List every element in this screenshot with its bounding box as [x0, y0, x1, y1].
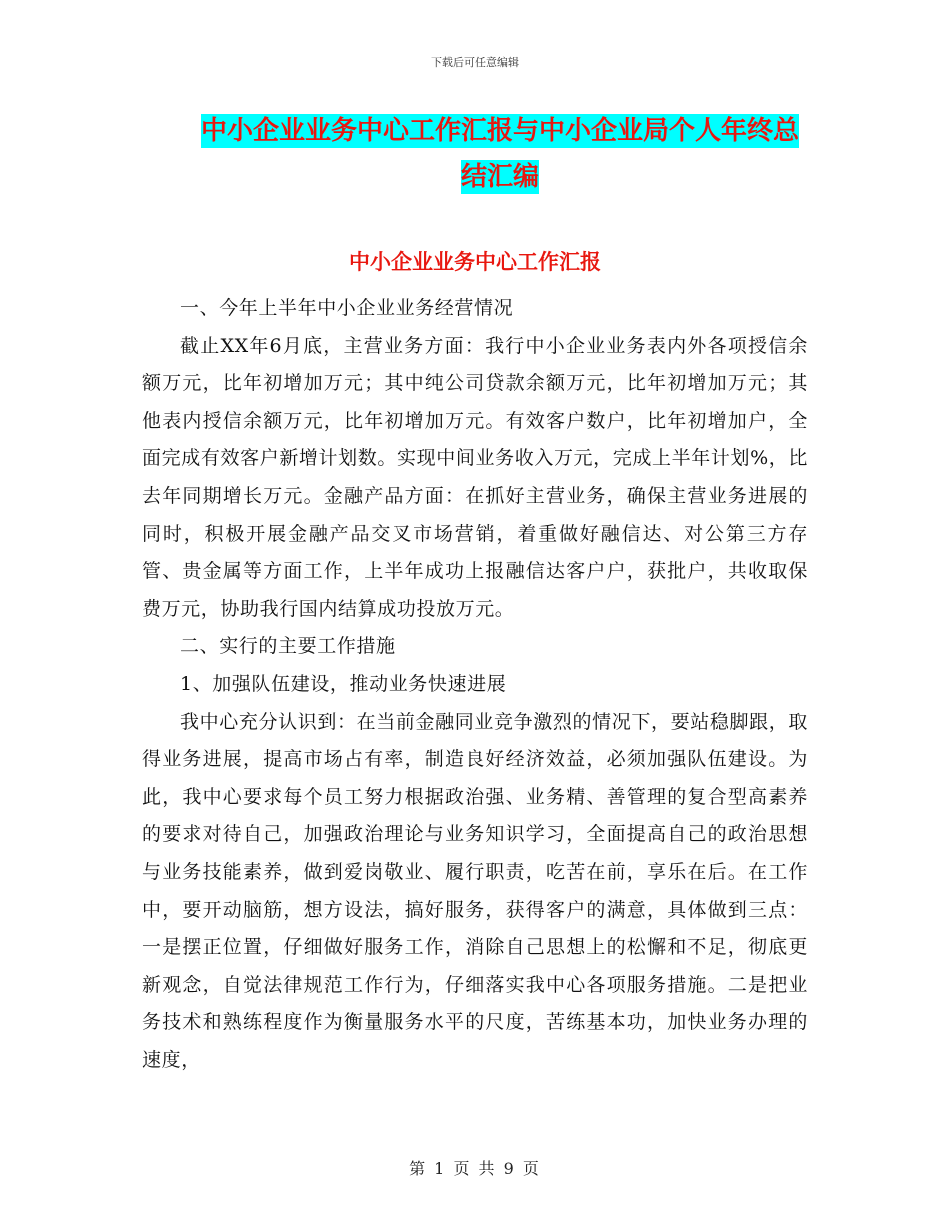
subheading-team-building: 1、加强队伍建设，推动业务快速进展 [180, 672, 507, 695]
document-body [142, 290, 808, 1079]
document-title-line2: 结汇编 [460, 162, 539, 192]
section-title: 中小企业业务中心工作汇报 [349, 250, 601, 274]
heading-business-status: 一、今年上半年中小企业业务经营情况 [180, 297, 514, 319]
document-title-line1: 中小企业业务中心工作汇报与中小企业局个人年终总 [200, 116, 799, 146]
document-title [140, 108, 860, 200]
paragraph-team-building: 我中心充分认识到：在当前金融同业竞争激烈的情况下，要站稳脚跟，取得业务进展，提高市场占有率，制造良好经济效益，必须加强队伍建设。为此，我中心要求每个员工努力根据政治强、业务精、善管理的复合型高素养的要求对待自己，加强政治理论与业务知识学习，全面提高自己的政治思想与业务技能素养，做到爱岗敬业、履行职责，吃苦在前，享乐在后。在工作中，要开动脑筋，想方设法，搞好服务，获得客户的满意，具体做到三点：一是摆正位置，仔细做好服务工作，消除自己思想上的松懈和不足，彻底更新观念，自觉法律规范工作行为，仔细落实我中心各项服务措施。二是把业务技术和熟练程度作为衡量服务水平的尺度，苦练基本功，加快业务办理的速度， [142, 710, 808, 1071]
heading-main-measures: 二、实行的主要工作措施 [180, 635, 396, 658]
page-header-note: 下载后可任意编辑 [431, 56, 519, 69]
paragraph-business-status: 截止XX年6月底，主营业务方面：我行中小企业业务表内外各项授信余额万元，比年初增加万元；其中纯公司贷款余额万元，比年初增加万元；其他表内授信余额万元，比年初增加万元。有效客户数户，比年初增加户，全面完成有效客户新增计划数。实现中间业务收入万元，完成上半年计划%，比去年同期增长万元。金融产品方面：在抓好主营业务，确保主营业务进展的同时，积极开展金融产品交叉市场营销，着重做好融信达、对公第三方存管、贵金属等方面工作，上半年成功上报融信达客户户，获批户，共收取保费万元，协助我行国内结算成功投放万元。 [142, 334, 808, 620]
page-number-footer: 第 1 页 共 9 页 [409, 1159, 541, 1178]
